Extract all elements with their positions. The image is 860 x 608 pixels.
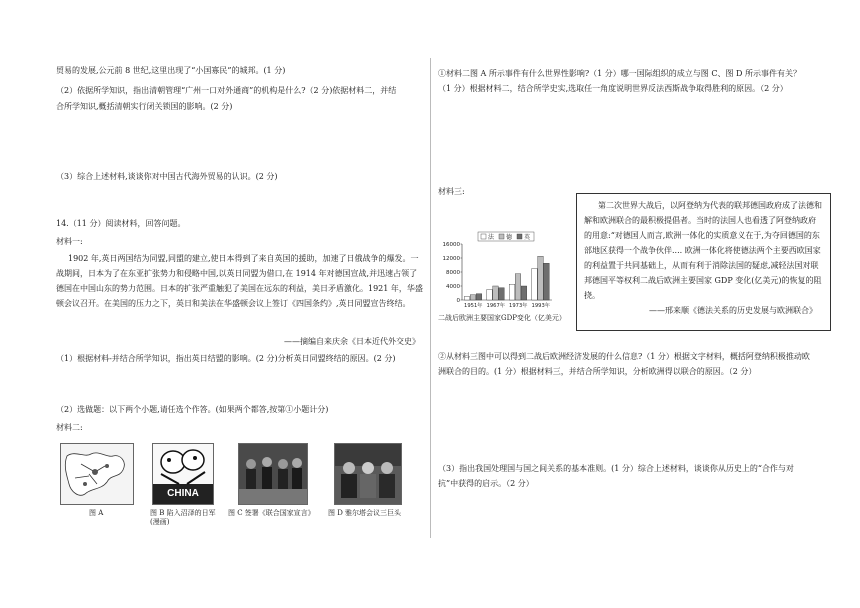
- right-q1: ①材料二图 A 所示事件有什么世界性影响?（1 分）哪一国际组织的成立与图 C、图 D 所示事件有关？（1 分）根据材料二，结合所学史实,选取任一角度说明世界反法西斯战争取得胜利的原因。（2 分）: [438, 69, 801, 93]
- bar: [470, 295, 476, 300]
- bar: [493, 286, 499, 300]
- q13-sub3: （3）综合上述材料,谈谈你对中国古代海外贸易的认识。(2 分): [56, 172, 278, 181]
- x-tick-label: 1973年: [509, 303, 528, 309]
- material-two-label: 材料二:: [56, 423, 83, 432]
- q13-line2: （2）依据所学知识，指出清朝管理“广州一口对外通商”的机构是什么?（2 分)依据材料二，并结: [56, 86, 397, 95]
- legend-label: 法: [488, 234, 495, 241]
- bar: [515, 274, 521, 300]
- q14-sub1: （1）根据材料-并结合所学知识，指出英日结盟的影响。(2 分)分析英日同盟终结的原因。(2 分): [56, 354, 396, 363]
- legend-label: 德: [506, 234, 513, 241]
- bar: [521, 286, 527, 300]
- x-tick-label: 1993年: [531, 303, 550, 309]
- legend-swatch: [481, 234, 486, 239]
- column-divider: [430, 58, 431, 538]
- quote-source: ——邢来顺《德法关系的历史发展与欧洲联合》: [649, 306, 817, 315]
- q14-title: 14.（11 分）阅读材料，回答问题。: [56, 219, 186, 228]
- y-tick-label: 0: [456, 298, 460, 304]
- photo-image: [238, 443, 308, 505]
- material-one-label: 材料一:: [56, 237, 83, 246]
- y-tick-label: 16000: [442, 242, 460, 248]
- bar: [538, 256, 544, 300]
- bar: [532, 269, 538, 301]
- map-icon: [61, 444, 133, 504]
- legend-swatch: [499, 234, 504, 239]
- photo-icon: [239, 444, 307, 504]
- bar: [487, 290, 493, 301]
- cartoon-text: CHINA: [167, 488, 199, 499]
- y-tick-label: 8000: [446, 270, 460, 276]
- right-q2: ②从材料三图中可以得到二战后欧洲经济发展的什么信息?（1 分）根据文字材料，概括阿登纳积极推动欧洲联合的目的。(1 分）根据材料三，并结合所学知识，分析欧洲得以联合的原因。（2 分）: [438, 352, 810, 376]
- figure-a-caption: 图 A: [89, 509, 104, 517]
- gdp-bar-chart: [432, 230, 558, 310]
- photo-image: [334, 443, 402, 505]
- bar: [544, 263, 550, 300]
- bar: [499, 288, 505, 300]
- x-tick-label: 1967年: [486, 303, 505, 309]
- bar: [476, 294, 482, 300]
- chart-caption: 二战后欧洲主要国家GDP变化（亿美元）: [438, 314, 566, 322]
- quote-text: 第二次世界大战后，以阿登纳为代表的联邦德国政府成了法德和解和欧洲联合的最积极提倡者。当时的法国人也看透了阿登纳政府的用意:“对德国人而言,欧洲一体化的实质意义在于,为夺回德国的东部地区获得一个战争伙伴.... 欧洲一体化将使德法两个主要西欧国家的利益置于共同基础上，从而有利于消除法国的疑虑,减轻法国对联邦德国平等权利二战后欧洲主要国家 GDP 变化(亿美元)的恢复的阻挠。: [584, 201, 822, 300]
- q14-sub2: （2）选做题：以下两个小题,请任选个作答。(如果两个都答,按第①小题计分): [56, 405, 329, 414]
- material-one-text: 1902 年,英日两国结为同盟,同盟的建立,使日本得到了来自英国的援助，加速了日俄战争的爆发。一战期间，日本为了在东亚扩张势力和侵略中国,以英日同盟为借口,在 1914 年对德国宣战,并迅速占领了德国在中国山东的势力范围。日本的扩张严重触犯了美国在远东的利益，美日矛盾激化。1921 年，华盛顿会议召开。在美国的压力之下，英日和美法在华盛顿会议上签订《四国条约》,英日同盟宣告终结。: [56, 254, 423, 308]
- y-tick-label: 4000: [446, 284, 460, 290]
- q13-line1: 贸易的发展,公元前 8 世纪,这里出现了“小国寡民”的城邦。(1 分): [56, 66, 286, 75]
- q13-line3: 合所学知识,概括清朝实行闭关锁国的影响。(2 分): [56, 102, 233, 111]
- photo-icon: [335, 444, 401, 504]
- right-q3: （3）指出我国处理国与国之间关系的基本准则。(1 分）综合上述材料，谈谈你从历史上的“合作与对抗”中获得的启示。（2 分）: [438, 464, 794, 488]
- legend-swatch: [517, 234, 522, 239]
- bar: [509, 284, 515, 300]
- figure-c-caption: 图 C 签署《联合国家宣言》: [228, 509, 315, 517]
- material-three-quote: [576, 193, 831, 331]
- map-image: [60, 443, 134, 505]
- bar: [464, 297, 470, 301]
- figure-b-caption: 图 B 陷入沼泽的日军(漫画): [150, 509, 216, 526]
- figure-d-caption: 图 D 雅尔塔会议三巨头: [328, 509, 402, 517]
- y-tick-label: 12000: [442, 256, 460, 262]
- cartoon-image: [152, 443, 214, 505]
- x-tick-label: 1951年: [464, 303, 483, 309]
- material-one-source: ——摘编自来庆余《日本近代外交史》: [284, 337, 420, 346]
- material-three-label: 材料三:: [438, 187, 465, 196]
- legend-label: 英: [524, 234, 531, 241]
